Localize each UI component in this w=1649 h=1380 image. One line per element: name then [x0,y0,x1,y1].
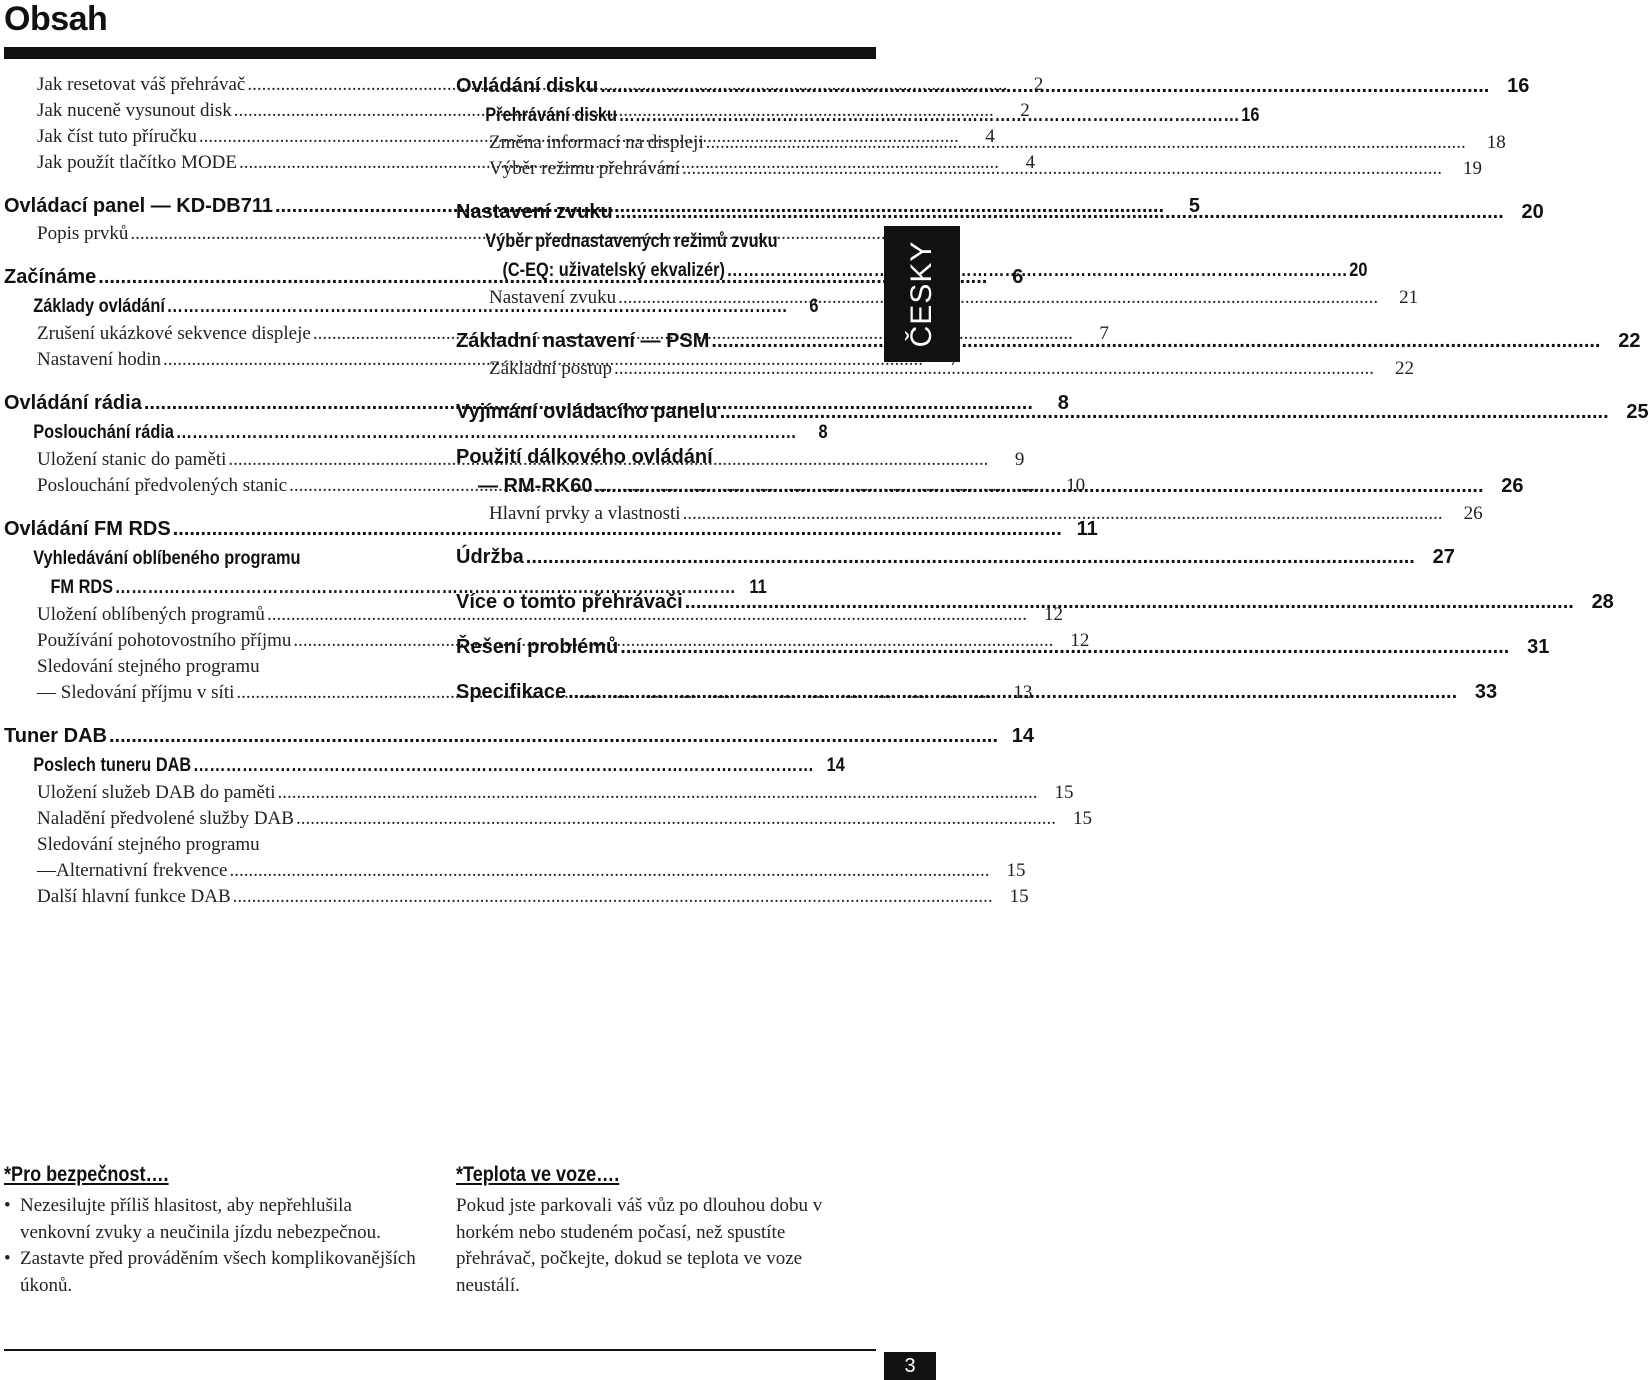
toc-leader-dots [229,858,989,884]
toc-section-entry[interactable] [456,327,1641,356]
toc-page-number: 25 [1626,401,1649,423]
toc-page-number: 11 [749,577,767,598]
toc-entry-title: Popis prvků [37,223,129,244]
toc-leader-dots [109,722,998,751]
toc-gap [456,182,876,198]
toc-leader-dots [193,751,814,780]
toc-page-number: 22 [1618,330,1641,352]
toc-page-number: 14 [826,755,845,776]
toc-leader-dots [706,130,1466,156]
page-title: Obsah [4,0,108,38]
toc-leader-dots [618,285,1378,311]
toc-entry-title: Poslouchání rádia [33,422,174,443]
toc-page-number: 19 [1462,158,1482,179]
toc-entry-title: Jak použít tlačítko MODE [37,152,237,173]
toc-entry-title: Výběr přednastavených režimů zvuku [485,231,778,252]
toc-leader-dots [296,806,1056,832]
toc-page-number: 5 [1188,195,1201,217]
toc-gap [456,427,876,443]
toc-page-number: 15 [1009,886,1029,907]
toc-page-number: 26 [1463,503,1483,524]
toc-entry-title: Uložení služeb DAB do paměti [37,782,276,803]
toc-gap [4,499,420,515]
toc-entry-title: Údržba [456,546,524,568]
toc-page-number: 8 [1057,392,1069,414]
toc-entry-title: Zrušení ukázkové sekvence displeje [37,323,311,344]
toc-subsection-entry[interactable] [4,544,419,573]
toc-entry-title: Jak číst tuto příručku [37,126,197,147]
toc-entry-title: Ovládání rádia [4,392,142,414]
toc-entry-title: Začínáme [4,266,97,288]
safety-note-bullet: • Zastavte před prováděním všech komplikovanějších úkonů. [4,1246,416,1299]
toc-entry-title: Vyjímání ovládacího panelu [456,401,718,423]
temperature-note [456,1163,868,1299]
toc-leader-dots [620,633,1509,662]
toc-page-number: 7 [1099,323,1109,344]
toc-item[interactable] [456,156,1482,182]
toc-entry-title: Nastavení zvuku [456,201,613,223]
toc-item[interactable] [4,832,420,858]
toc-gap [456,527,876,543]
toc-leader-dots [720,398,1609,427]
toc-gap [4,176,420,192]
toc-entry-title: —Alternativní frekvence [37,860,228,881]
toc-entry-title: Uložení stanic do paměti [37,449,227,470]
toc-leader-dots [568,678,1457,707]
toc-entry-title: Specifikace [456,681,567,703]
page-number: 3 [884,1352,936,1380]
toc-gap [4,373,420,389]
toc-page-number: 12 [1043,604,1063,625]
toc-page-number: 13 [1013,682,1033,703]
toc-leader-dots [600,72,1489,101]
toc-entry-title: Základní postup [489,358,612,379]
toc-entry-title: — Sledování příjmu v síti [37,682,235,703]
toc-entry-title: FM RDS [50,577,114,598]
toc-page-number: 4 [985,126,995,147]
toc-entry-title: Naladění předvolené služby DAB [37,808,294,829]
toc-item[interactable] [4,806,1092,832]
toc-entry-title: Změna informací na displeji [489,132,704,153]
toc-leader-dots [278,780,1038,806]
toc-entry-title: Další hlavní funkce DAB [37,886,231,907]
toc-page-number: 2 [1033,74,1044,95]
toc-entry-title: Poslech tuneru DAB [33,755,192,776]
toc-leader-dots [711,327,1600,356]
toc-page-number: 4 [1025,152,1035,173]
toc-entry-title: Poslouchání předvolených stanic [37,475,288,496]
toc-entry-title: — RM-RK60 [478,475,593,497]
toc-section-entry[interactable] [456,198,1544,227]
toc-page-number: 11 [1076,518,1098,540]
toc-leader-dots [682,156,1442,182]
safety-note-list [4,1193,416,1299]
toc-leader-dots [594,472,1483,501]
toc-leader-dots [614,356,1374,382]
toc-entry-title: Uložení oblíbených programů [37,604,265,625]
toc-page-number: 6 [1012,266,1024,288]
toc-page-number: 14 [1011,725,1035,747]
toc-leader-dots [683,501,1443,527]
toc-page-number: 26 [1501,475,1524,497]
toc-entry-title: Přehrávání disku [485,105,617,126]
toc-leader-dots [233,884,993,910]
toc-leader-dots [526,543,1415,572]
toc-page-number: 15 [1054,782,1074,803]
safety-note-heading: *Pro bezpečnost…. [4,1163,169,1186]
toc-gap [456,572,876,588]
toc-item[interactable] [456,130,1506,156]
toc-entry-title: Vyhledávání oblíbeného programu [33,548,301,569]
toc-page-number: 28 [1591,591,1614,613]
toc-gap [4,247,420,263]
safety-note [4,1163,416,1299]
toc-section-entry[interactable] [456,543,1455,572]
toc-entry-title: Ovládání FM RDS [4,518,171,540]
bottom-rule [4,1349,876,1351]
toc-entry-title: Nastavení zvuku [489,287,617,308]
top-rule [4,47,876,59]
toc-entry-title: Použití dálkového ovládání [456,446,713,468]
toc-subsection-entry[interactable] [456,227,875,256]
toc-entry-title: Výběr režimu přehrávání [489,158,680,179]
toc-page-number: 16 [1241,105,1260,126]
toc-subsection-entry[interactable] [4,418,828,447]
toc-leader-dots [619,101,1240,130]
toc-page-number: 12 [1070,630,1090,651]
toc-page-number: 16 [1507,75,1530,97]
toc-page-number: 22 [1394,358,1414,379]
toc-page-number: 33 [1474,681,1498,703]
language-tab-label: ČESKY [905,240,938,348]
toc-entry-title: Jak resetovat váš přehrávač [37,74,246,95]
toc-entry-title: Sledování stejného programu [37,834,260,855]
toc-page-number: 8 [818,422,828,443]
toc-gap [456,617,876,633]
toc-entry-title: Ovládací panel — KD-DB711 [4,195,273,217]
toc-page-number: 20 [1349,260,1368,281]
toc-item[interactable] [4,858,1026,884]
toc-page-number: 15 [1006,860,1026,881]
toc-leader-dots [727,256,1348,285]
toc-entry-title: Tuner DAB [4,725,107,747]
toc-section-entry[interactable] [456,398,1649,427]
toc-page-number: 9 [1014,449,1025,470]
toc-entry-title: Více o tomto přehrávači [456,591,683,613]
toc-subsection-entry[interactable] [456,101,1260,130]
toc-entry-title: Základy ovládání [33,296,165,317]
temperature-note-heading: *Teplota ve voze…. [456,1163,620,1186]
toc-leader-dots [615,198,1504,227]
toc-entry-title: Nastavení hodin [37,349,162,370]
toc-subsection-entry[interactable] [4,751,845,780]
toc-entry-title: Řešení problémů [456,636,619,658]
toc-gap [456,662,876,678]
toc-entry-title: Sledování stejného programu [37,656,260,677]
toc-entry-title: Základní nastavení — PSM [456,330,710,352]
toc-subsection-entry[interactable] [456,256,1368,285]
toc-entry-title: Hlavní prvky a vlastnosti [489,503,681,524]
toc-item[interactable] [4,221,420,247]
toc-section-entry[interactable] [4,515,1098,544]
toc-item[interactable] [4,347,420,373]
temperature-note-text: Pokud jste parkovali váš vůz po dlouhou dobu v horkém nebo studeném počasí, než spustíte přehrávač, počkejte, dokud se teplota ve voze neustálí. [456,1195,823,1296]
toc-entry-title: Používání pohotovostního příjmu [37,630,292,651]
toc-page-number: 15 [1072,808,1092,829]
toc-page-number: 21 [1399,287,1419,308]
toc-leader-dots [685,588,1574,617]
toc-item[interactable] [4,654,420,680]
toc-page-number: 2 [1020,100,1030,121]
toc-item[interactable] [456,285,1419,311]
toc-item[interactable] [456,356,1414,382]
language-tab [884,226,960,362]
toc-entry-title: Ovládání disku [456,75,599,97]
safety-note-bullet: • Nezesilujte příliš hlasitost, aby nepřehlušila venkovní zvuky a neučinila jízdu nebezpečnou. [4,1193,416,1246]
toc-entry-title: Jak nuceně vysunout disk [37,100,232,121]
toc-page-number: 20 [1521,201,1544,223]
toc-section-entry[interactable] [456,72,1530,101]
toc-gap [4,706,420,722]
toc-page-number: 31 [1527,636,1550,658]
toc-page-number: 10 [1066,475,1086,496]
toc-item[interactable] [456,501,1483,527]
toc-section-entry[interactable] [4,722,1035,751]
toc-item[interactable] [4,884,1029,910]
toc-page-number: 18 [1486,132,1506,153]
toc-entry-title: (C-EQ: uživatelský ekvalizér) [502,260,725,281]
toc-gap [456,311,876,327]
toc-page-number: 27 [1432,546,1455,568]
toc-gap [456,382,876,398]
toc-section-entry[interactable] [456,443,876,472]
toc-item[interactable] [4,780,1074,806]
toc-page-number: 6 [809,296,819,317]
